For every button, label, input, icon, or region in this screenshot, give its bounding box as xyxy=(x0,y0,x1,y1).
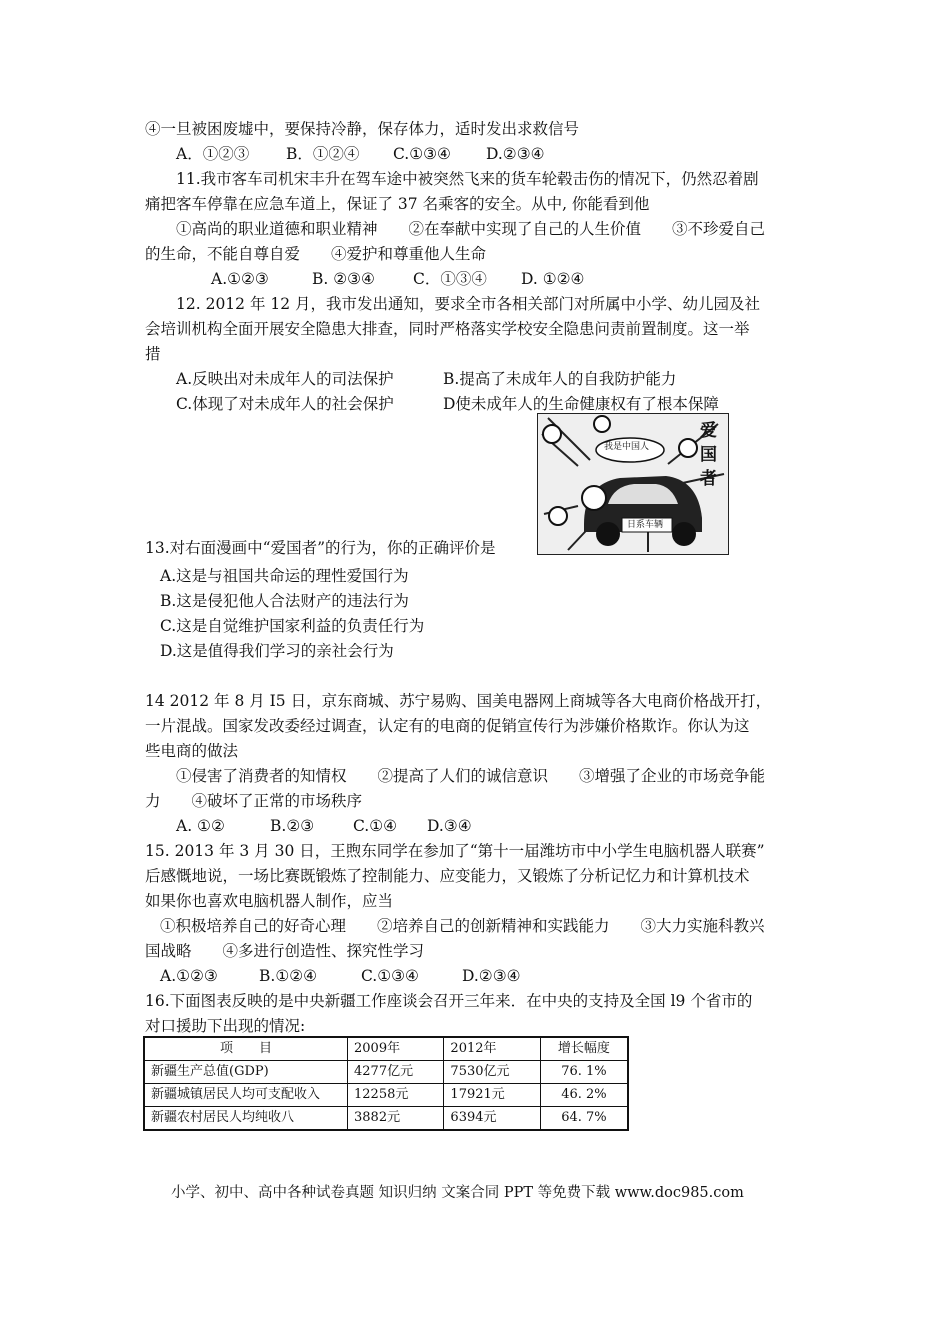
table-cell: 46. 2% xyxy=(540,1084,628,1107)
q15-stem-line-2: 后感慨地说，一场比赛既锻炼了控制能力、应变能力，又锻炼了分析记忆力和计算机技术 xyxy=(145,867,750,885)
q12-stem-line-1: 12. 2012 年 12 月，我市发出通知，要求全市各相关部门对所属中小学、幼儿园及社 xyxy=(176,295,761,313)
q15-option-a: A.①②③ xyxy=(160,967,218,985)
q10-item-4: ④一旦被困废墟中，要保持冷静，保存体力，适时发出求救信号 xyxy=(145,120,580,138)
table-header-item: 项 目 xyxy=(144,1037,348,1061)
table-row xyxy=(144,1084,628,1107)
q11-option-d: D. ①②④ xyxy=(521,270,585,288)
q12-option-d: D使未成年人的生命健康权有了根本保障 xyxy=(443,395,719,413)
table-cell: 7530亿元 xyxy=(444,1061,540,1084)
q10-option-d: D.②③④ xyxy=(486,145,545,163)
q12-stem-line-2: 会培训机构全面开展安全隐患大排查，同时严格落实学校安全隐患问责前置制度。这一举 xyxy=(145,320,750,338)
table-cell: 17921元 xyxy=(444,1084,540,1107)
patriot-cartoon xyxy=(537,413,729,555)
q12-option-a: A.反映出对未成年人的司法保护 xyxy=(176,370,394,388)
q13-option-d: D.这是值得我们学习的亲社会行为 xyxy=(160,642,394,660)
q13-option-c: C.这是自觉维护国家利益的负责任行为 xyxy=(160,617,425,635)
cartoon-speech: 我是中国人 xyxy=(604,442,650,452)
q15-items-line-1: ①积极培养自己的好奇心理 ②培养自己的创新精神和实践能力 ③大力实施科教兴 xyxy=(160,917,765,935)
q16-stem-line-2: 对口援助下出现的情况: xyxy=(145,1017,306,1035)
q15-option-d: D.②③④ xyxy=(462,967,521,985)
table-row xyxy=(144,1107,628,1131)
q14-items-line-2: 力 ④破坏了正常的市场秩序 xyxy=(145,792,363,810)
q15-option-b: B.①②④ xyxy=(259,967,318,985)
q15-items-line-2: 国战略 ④多进行创造性、探究性学习 xyxy=(145,942,425,960)
q14-option-a: A. ①② xyxy=(176,817,225,835)
q13-stem: 13.对右面漫画中“爱国者”的行为，你的正确评价是 xyxy=(145,539,496,557)
q11-stem-line-1: 11.我市客车司机宋丰升在驾车途中被突然飞来的货车轮毂击伤的情况下，仍然忍着剧 xyxy=(176,170,759,188)
table-cell: 76. 1% xyxy=(540,1061,628,1084)
table-cell: 4277亿元 xyxy=(348,1061,444,1084)
q11-option-c: C．①③④ xyxy=(413,270,487,288)
table-cell: 新疆城镇居民人均可支配收入 xyxy=(144,1084,348,1107)
cartoon-side-text-1: 爱 xyxy=(700,421,717,441)
q14-stem-line-2: 一片混战。国家发改委经过调查，认定有的电商的促销宣传行为涉嫌价格欺诈。你认为这 xyxy=(145,717,750,735)
table-cell: 3882元 xyxy=(348,1107,444,1131)
q11-option-a: A.①②③ xyxy=(211,270,269,288)
cartoon-car-text: 日系车辆 xyxy=(627,520,664,530)
table-header-growth: 增长幅度 xyxy=(540,1037,628,1061)
q14-items-line-1: ①侵害了消费者的知情权 ②提高了人们的诚信意识 ③增强了企业的市场竞争能 xyxy=(176,767,766,785)
q15-stem-line-1: 15. 2013 年 3 月 30 日，王煦东同学在参加了“第十一届潍坊市中小学生电脑机器人联赛” xyxy=(145,842,765,860)
q15-stem-line-3: 如果你也喜欢电脑机器人制作，应当 xyxy=(145,892,394,910)
q12-option-c: C.体现了对未成年人的社会保护 xyxy=(176,395,394,413)
q12-stem-line-3: 措 xyxy=(145,345,161,363)
q14-stem-line-1: 14 2012 年 8 月 I5 日，京东商城、苏宁易购、国美电器网上商城等各大电商价格战开打， xyxy=(145,692,772,710)
q16-stem-line-1: 16.下面图表反映的是中央新疆工作座谈会召开三年来．在中央的支持及全国 l9 个省市的 xyxy=(145,992,753,1010)
q10-option-a: A．①②③ xyxy=(176,145,250,163)
xinjiang-data-table xyxy=(143,1036,629,1131)
q14-option-d: D.③④ xyxy=(427,817,472,835)
table-cell: 新疆生产总值(GDP) xyxy=(144,1061,348,1084)
q15-option-c: C.①③④ xyxy=(361,967,419,985)
q14-stem-line-3: 些电商的做法 xyxy=(145,742,239,760)
table-header-2012: 2012年 xyxy=(444,1037,540,1061)
table-header-2009: 2009年 xyxy=(348,1037,444,1061)
q11-option-b: B. ②③④ xyxy=(312,270,375,288)
table-header-row xyxy=(144,1037,628,1061)
q13-option-b: B.这是侵犯他人合法财产的违法行为 xyxy=(160,592,409,610)
q11-items-line-1: ①高尚的职业道德和职业精神 ②在奉献中实现了自己的人生价值 ③不珍爱自己 xyxy=(176,220,766,238)
q12-option-b: B.提高了未成年人的自我防护能力 xyxy=(443,370,677,388)
page-footer[interactable]: 小学、初中、高中各种试卷真题 知识归纳 文案合同 PPT 等免费下载 www.doc985.com xyxy=(171,1185,744,1201)
table-cell: 64. 7% xyxy=(540,1107,628,1131)
q14-option-c: C.①④ xyxy=(353,817,398,835)
q10-option-c: C.①③④ xyxy=(393,145,451,163)
q11-items-line-2: 的生命，不能自尊自爱 ④爱护和尊重他人生命 xyxy=(145,245,487,263)
table-cell: 6394元 xyxy=(444,1107,540,1131)
cartoon-side-text-3: 者 xyxy=(700,469,717,489)
q13-option-a: A.这是与祖国共命运的理性爱国行为 xyxy=(160,567,409,585)
table-cell: 新疆农村居民人均纯收八 xyxy=(144,1107,348,1131)
q10-option-b: B．①②④ xyxy=(286,145,360,163)
table-row xyxy=(144,1061,628,1084)
table-cell: 12258元 xyxy=(348,1084,444,1107)
q14-option-b: B.②③ xyxy=(270,817,315,835)
cartoon-side-text-2: 国 xyxy=(700,445,717,465)
q11-stem-line-2: 痛把客车停靠在应急车道上，保证了 37 名乘客的安全。从中, 你能看到他 xyxy=(145,195,650,213)
